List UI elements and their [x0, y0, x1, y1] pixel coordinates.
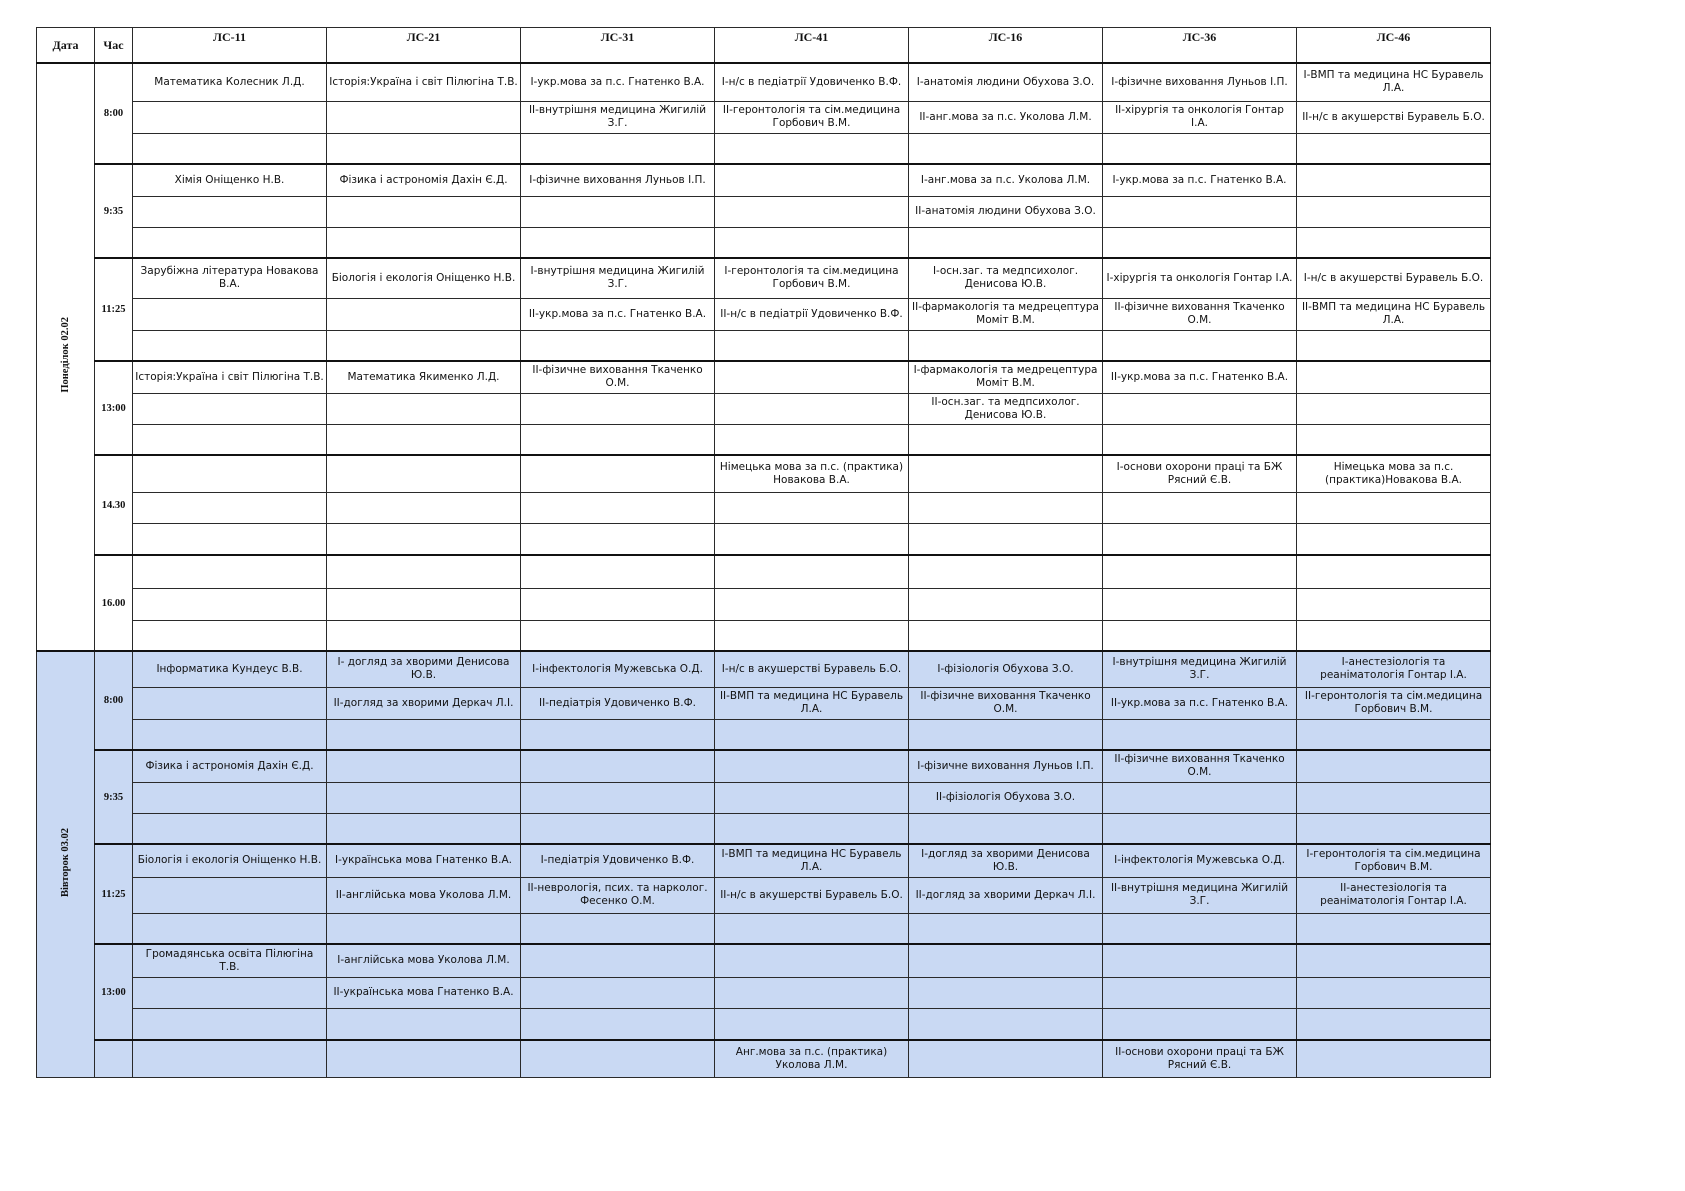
time-slot-label: 13:00 [95, 361, 133, 455]
day-label-text: Понеділок 02.02 [60, 317, 71, 393]
lesson-cell: І-догляд за хворими Денисова Ю.В. [909, 844, 1103, 877]
lesson-cell [327, 101, 521, 133]
lesson-cell [133, 492, 327, 523]
lesson-cell: І-геронтологія та сім.медицина Горбович В.М. [715, 258, 909, 298]
lesson-cell: І-фізичне виховання Луньов І.П. [909, 750, 1103, 782]
lesson-cell [1297, 1040, 1491, 1077]
lesson-cell: І-фізіологія Обухова З.О. [909, 651, 1103, 687]
lesson-cell [715, 620, 909, 651]
lesson-cell [909, 620, 1103, 651]
schedule-row [37, 258, 1491, 298]
lesson-cell [133, 555, 327, 588]
day-label [37, 63, 95, 651]
schedule-row [37, 492, 1491, 523]
lesson-cell: І-ВМП та медицина НС Буравель Л.А. [715, 844, 909, 877]
lesson-cell [1297, 227, 1491, 258]
schedule-row [37, 977, 1491, 1008]
schedule-row [37, 101, 1491, 133]
lesson-cell [1297, 750, 1491, 782]
lesson-cell [133, 913, 327, 944]
schedule-row [37, 196, 1491, 227]
schedule-row [37, 298, 1491, 330]
schedule-row [37, 782, 1491, 813]
lesson-cell: ІІ-внутрішня медицина Жигилій З.Г. [1103, 877, 1297, 913]
lesson-cell [1103, 523, 1297, 555]
lesson-cell [1103, 588, 1297, 620]
lesson-cell: ІІ-догляд за хворими Деркач Л.І. [909, 877, 1103, 913]
lesson-cell [133, 1040, 327, 1077]
lesson-cell [521, 455, 715, 492]
lesson-cell [715, 133, 909, 164]
lesson-cell [715, 1008, 909, 1040]
lesson-cell: ІІ-ВМП та медицина НС Буравель Л.А. [715, 687, 909, 719]
schedule-row [37, 330, 1491, 361]
lesson-cell [133, 588, 327, 620]
lesson-cell [1297, 361, 1491, 393]
lesson-cell [1103, 782, 1297, 813]
schedule-row [37, 1040, 1491, 1077]
lesson-cell [133, 977, 327, 1008]
day-label [37, 651, 95, 1077]
group-header: ЛС-31 [521, 28, 715, 64]
lesson-cell [715, 977, 909, 1008]
group-header: ЛС-11 [133, 28, 327, 64]
lesson-cell [1297, 393, 1491, 424]
schedule-row [37, 455, 1491, 492]
lesson-cell [715, 813, 909, 844]
time-slot-label: 14.30 [95, 455, 133, 555]
lesson-cell [1103, 719, 1297, 750]
lesson-cell: ІІ-укр.мова за п.с. Гнатенко В.А. [1103, 361, 1297, 393]
lesson-cell: І-н/с в акушерстві Буравель Б.О. [715, 651, 909, 687]
schedule-row [37, 164, 1491, 196]
lesson-cell: І-основи охорони праці та БЖ Рясний Є.В. [1103, 455, 1297, 492]
lesson-cell [521, 330, 715, 361]
lesson-cell [327, 330, 521, 361]
lesson-cell: Хімія Оніщенко Н.В. [133, 164, 327, 196]
lesson-cell [327, 588, 521, 620]
lesson-cell: І-н/с в акушерстві Буравель Б.О. [1297, 258, 1491, 298]
lesson-cell [1297, 196, 1491, 227]
lesson-cell [327, 1008, 521, 1040]
lesson-cell [909, 944, 1103, 977]
lesson-cell [327, 227, 521, 258]
day-block-tuesday [37, 651, 1491, 1077]
lesson-cell [327, 719, 521, 750]
schedule-row [37, 424, 1491, 455]
lesson-cell [1297, 782, 1491, 813]
schedule-row [37, 555, 1491, 588]
lesson-cell: Історія:Україна і світ Пілюгіна Т.В. [133, 361, 327, 393]
lesson-cell [133, 1008, 327, 1040]
lesson-cell [133, 330, 327, 361]
lesson-cell: ІІ-внутрішня медицина Жигилій З.Г. [521, 101, 715, 133]
time-slot-label: 8:00 [95, 63, 133, 164]
lesson-cell [715, 196, 909, 227]
lesson-cell [133, 424, 327, 455]
lesson-cell [327, 393, 521, 424]
lesson-cell: І-фармакологія та медрецептура Моміт В.М. [909, 361, 1103, 393]
lesson-cell [521, 1008, 715, 1040]
lesson-cell: І-укр.мова за п.с. Гнатенко В.А. [1103, 164, 1297, 196]
time-slot-label [95, 1040, 133, 1077]
lesson-cell [1297, 719, 1491, 750]
lesson-cell [909, 133, 1103, 164]
lesson-cell: ІІ-неврологія, псих. та нарколог. Фесенко О.М. [521, 877, 715, 913]
schedule-row [37, 813, 1491, 844]
schedule-table [36, 27, 1491, 1078]
lesson-cell [521, 913, 715, 944]
lesson-cell [327, 750, 521, 782]
schedule-row [37, 687, 1491, 719]
lesson-cell [521, 424, 715, 455]
lesson-cell [133, 687, 327, 719]
lesson-cell: Історія:Україна і світ Пілюгіна Т.В. [327, 63, 521, 101]
schedule-row [37, 227, 1491, 258]
lesson-cell [1297, 492, 1491, 523]
lesson-cell [1297, 330, 1491, 361]
lesson-cell [1297, 523, 1491, 555]
lesson-cell: ІІ-геронтологія та сім.медицина Горбович В.М. [715, 101, 909, 133]
lesson-cell: ІІ-укр.мова за п.с. Гнатенко В.А. [521, 298, 715, 330]
time-slot-label: 9:35 [95, 750, 133, 844]
lesson-cell: Фізика і астрономія Дахін Є.Д. [133, 750, 327, 782]
group-header: ЛС-36 [1103, 28, 1297, 64]
lesson-cell: ІІ-фармакологія та медрецептура Моміт В.М. [909, 298, 1103, 330]
lesson-cell [715, 588, 909, 620]
lesson-cell [909, 523, 1103, 555]
lesson-cell [909, 555, 1103, 588]
lesson-cell: І-анестезіологія та реаніматологія Гонтар І.А. [1297, 651, 1491, 687]
lesson-cell [521, 393, 715, 424]
lesson-cell [521, 523, 715, 555]
lesson-cell [909, 492, 1103, 523]
lesson-cell [715, 164, 909, 196]
lesson-cell [1103, 492, 1297, 523]
lesson-cell [521, 719, 715, 750]
lesson-cell: ІІ-англійська мова Уколова Л.М. [327, 877, 521, 913]
lesson-cell [715, 944, 909, 977]
lesson-cell [327, 555, 521, 588]
time-slot-label: 9:35 [95, 164, 133, 258]
lesson-cell [327, 620, 521, 651]
lesson-cell [909, 913, 1103, 944]
lesson-cell: Математика Колесник Л.Д. [133, 63, 327, 101]
schedule-row [37, 944, 1491, 977]
lesson-cell [1297, 620, 1491, 651]
lesson-cell [1297, 588, 1491, 620]
lesson-cell [909, 1008, 1103, 1040]
schedule-row [37, 588, 1491, 620]
lesson-cell [909, 455, 1103, 492]
lesson-cell: ІІ-хірургія та онкологія Гонтар І.А. [1103, 101, 1297, 133]
lesson-cell: ІІ-педіатрія Удовиченко В.Ф. [521, 687, 715, 719]
lesson-cell [521, 977, 715, 1008]
lesson-cell [1103, 196, 1297, 227]
lesson-cell [327, 133, 521, 164]
lesson-cell [327, 196, 521, 227]
schedule-row [37, 361, 1491, 393]
lesson-cell [1103, 393, 1297, 424]
lesson-cell [1297, 555, 1491, 588]
lesson-cell [521, 813, 715, 844]
lesson-cell [521, 555, 715, 588]
lesson-cell: ІІ-анестезіологія та реаніматологія Гонтар І.А. [1297, 877, 1491, 913]
lesson-cell: І-осн.заг. та медпсихолог. Денисова Ю.В. [909, 258, 1103, 298]
lesson-cell [909, 1040, 1103, 1077]
lesson-cell [521, 227, 715, 258]
lesson-cell [521, 492, 715, 523]
lesson-cell [327, 492, 521, 523]
time-slot-label: 13:00 [95, 944, 133, 1040]
lesson-cell: ІІ-н/с в акушерстві Буравель Б.О. [715, 877, 909, 913]
time-slot-label: 16.00 [95, 555, 133, 651]
lesson-cell [521, 944, 715, 977]
group-header: ЛС-16 [909, 28, 1103, 64]
lesson-cell [1103, 620, 1297, 651]
lesson-cell [1103, 330, 1297, 361]
lesson-cell [327, 523, 521, 555]
lesson-cell [327, 913, 521, 944]
group-header: ЛС-41 [715, 28, 909, 64]
lesson-cell: І-хірургія та онкологія Гонтар І.А. [1103, 258, 1297, 298]
lesson-cell: І-фізичне виховання Луньов І.П. [521, 164, 715, 196]
lesson-cell: І-анатомія людини Обухова З.О. [909, 63, 1103, 101]
lesson-cell [327, 298, 521, 330]
lesson-cell: ІІ-фізичне виховання Ткаченко О.М. [1103, 750, 1297, 782]
lesson-cell: І-українська мова Гнатенко В.А. [327, 844, 521, 877]
lesson-cell: ІІ-н/с в педіатрії Удовиченко В.Ф. [715, 298, 909, 330]
lesson-cell: ІІ-фізичне виховання Ткаченко О.М. [909, 687, 1103, 719]
lesson-cell [133, 719, 327, 750]
group-header: ЛС-21 [327, 28, 521, 64]
lesson-cell [715, 361, 909, 393]
time-slot-label: 11:25 [95, 844, 133, 944]
lesson-cell: Зарубіжна література Новакова В.А. [133, 258, 327, 298]
lesson-cell [1103, 977, 1297, 1008]
lesson-cell [327, 455, 521, 492]
lesson-cell: Інформатика Кундеус В.В. [133, 651, 327, 687]
schedule-row [37, 913, 1491, 944]
lesson-cell: ІІ-основи охорони праці та БЖ Рясний Є.В. [1103, 1040, 1297, 1077]
lesson-cell [1297, 813, 1491, 844]
lesson-cell [715, 393, 909, 424]
lesson-cell [521, 782, 715, 813]
lesson-cell: ІІ-ВМП та медицина НС Буравель Л.А. [1297, 298, 1491, 330]
schedule-row [37, 523, 1491, 555]
lesson-cell [133, 227, 327, 258]
schedule-row [37, 844, 1491, 877]
lesson-cell: Німецька мова за п.с. (практика) Новакова В.А. [715, 455, 909, 492]
lesson-cell [715, 555, 909, 588]
lesson-cell: Біологія і екологія Оніщенко Н.В. [133, 844, 327, 877]
lesson-cell [133, 133, 327, 164]
lesson-cell: Біологія і екологія Оніщенко Н.В. [327, 258, 521, 298]
lesson-cell [909, 813, 1103, 844]
lesson-cell: І-педіатрія Удовиченко В.Ф. [521, 844, 715, 877]
lesson-cell [327, 813, 521, 844]
lesson-cell [715, 424, 909, 455]
lesson-cell: ІІ-осн.заг. та медпсихолог. Денисова Ю.В. [909, 393, 1103, 424]
lesson-cell [715, 913, 909, 944]
lesson-cell [715, 719, 909, 750]
day-label-text: Вівторок 03.02 [60, 827, 71, 897]
header-row [37, 28, 1491, 64]
lesson-cell: І-інфектологія Мужевська О.Д. [1103, 844, 1297, 877]
lesson-cell [1103, 813, 1297, 844]
lesson-cell [133, 620, 327, 651]
lesson-cell: Громадянська освіта Пілюгіна Т.В. [133, 944, 327, 977]
lesson-cell [715, 523, 909, 555]
lesson-cell [133, 782, 327, 813]
lesson-cell: ІІ-анг.мова за п.с. Уколова Л.М. [909, 101, 1103, 133]
schedule-row [37, 750, 1491, 782]
lesson-cell [715, 492, 909, 523]
lesson-cell [133, 196, 327, 227]
lesson-cell: І-ВМП та медицина НС Буравель Л.А. [1297, 63, 1491, 101]
time-slot-label: 8:00 [95, 651, 133, 750]
lesson-cell [1103, 913, 1297, 944]
time-slot-label: 11:25 [95, 258, 133, 361]
lesson-cell [133, 298, 327, 330]
lesson-cell [1297, 1008, 1491, 1040]
lesson-cell [1297, 944, 1491, 977]
lesson-cell [1103, 227, 1297, 258]
lesson-cell [909, 977, 1103, 1008]
lesson-cell: Фізика і астрономія Дахін Є.Д. [327, 164, 521, 196]
lesson-cell [909, 719, 1103, 750]
lesson-cell [909, 424, 1103, 455]
lesson-cell [521, 750, 715, 782]
lesson-cell [521, 620, 715, 651]
lesson-cell [1297, 977, 1491, 1008]
lesson-cell: І-внутрішня медицина Жигилій З.Г. [521, 258, 715, 298]
schedule-row [37, 651, 1491, 687]
lesson-cell: ІІ-догляд за хворими Деркач Л.І. [327, 687, 521, 719]
lesson-cell [133, 393, 327, 424]
day-block-monday [37, 63, 1491, 651]
lesson-cell [1297, 424, 1491, 455]
lesson-cell: Анг.мова за п.с. (практика) Уколова Л.М. [715, 1040, 909, 1077]
lesson-cell [133, 813, 327, 844]
lesson-cell: Німецька мова за п.с. (практика)Новакова В.А. [1297, 455, 1491, 492]
lesson-cell [521, 1040, 715, 1077]
lesson-cell: І-укр.мова за п.с. Гнатенко В.А. [521, 63, 715, 101]
lesson-cell: ІІ-фізичне виховання Ткаченко О.М. [521, 361, 715, 393]
schedule-row [37, 133, 1491, 164]
lesson-cell [1103, 555, 1297, 588]
lesson-cell [521, 196, 715, 227]
lesson-cell: ІІ-анатомія людини Обухова З.О. [909, 196, 1103, 227]
lesson-cell [521, 588, 715, 620]
lesson-cell: І-інфектологія Мужевська О.Д. [521, 651, 715, 687]
lesson-cell: І-англійська мова Уколова Л.М. [327, 944, 521, 977]
lesson-cell [327, 782, 521, 813]
lesson-cell: І- догляд за хворими Денисова Ю.В. [327, 651, 521, 687]
group-header: ЛС-46 [1297, 28, 1491, 64]
lesson-cell: І-внутрішня медицина Жигилій З.Г. [1103, 651, 1297, 687]
lesson-cell [715, 227, 909, 258]
schedule-row [37, 719, 1491, 750]
schedule-row [37, 393, 1491, 424]
lesson-cell: І-анг.мова за п.с. Уколова Л.М. [909, 164, 1103, 196]
lesson-cell [1103, 944, 1297, 977]
lesson-cell [1297, 164, 1491, 196]
lesson-cell: ІІ-фізіологія Обухова З.О. [909, 782, 1103, 813]
lesson-cell [327, 424, 521, 455]
lesson-cell [1297, 913, 1491, 944]
lesson-cell [133, 523, 327, 555]
time-header: Час [95, 28, 133, 64]
lesson-cell: ІІ-українська мова Гнатенко В.А. [327, 977, 521, 1008]
schedule-row [37, 620, 1491, 651]
lesson-cell [715, 782, 909, 813]
schedule-row [37, 877, 1491, 913]
lesson-cell [1297, 133, 1491, 164]
schedule-row [37, 1008, 1491, 1040]
lesson-cell [133, 877, 327, 913]
lesson-cell [1103, 1008, 1297, 1040]
lesson-cell [715, 330, 909, 361]
lesson-cell [715, 750, 909, 782]
lesson-cell [909, 227, 1103, 258]
lesson-cell [133, 455, 327, 492]
schedule-row [37, 63, 1491, 101]
lesson-cell: Математика Якименко Л.Д. [327, 361, 521, 393]
date-header: Дата [37, 28, 95, 64]
lesson-cell [133, 101, 327, 133]
lesson-cell: І-фізичне виховання Луньов І.П. [1103, 63, 1297, 101]
lesson-cell: ІІ-фізичне виховання Ткаченко О.М. [1103, 298, 1297, 330]
lesson-cell [909, 330, 1103, 361]
lesson-cell: І-н/с в педіатрії Удовиченко В.Ф. [715, 63, 909, 101]
lesson-cell [1103, 133, 1297, 164]
lesson-cell [327, 1040, 521, 1077]
lesson-cell [521, 133, 715, 164]
lesson-cell [909, 588, 1103, 620]
lesson-cell: ІІ-укр.мова за п.с. Гнатенко В.А. [1103, 687, 1297, 719]
lesson-cell [1103, 424, 1297, 455]
lesson-cell: ІІ-н/с в акушерстві Буравель Б.О. [1297, 101, 1491, 133]
lesson-cell: ІІ-геронтологія та сім.медицина Горбович В.М. [1297, 687, 1491, 719]
lesson-cell: І-геронтологія та сім.медицина Горбович В.М. [1297, 844, 1491, 877]
